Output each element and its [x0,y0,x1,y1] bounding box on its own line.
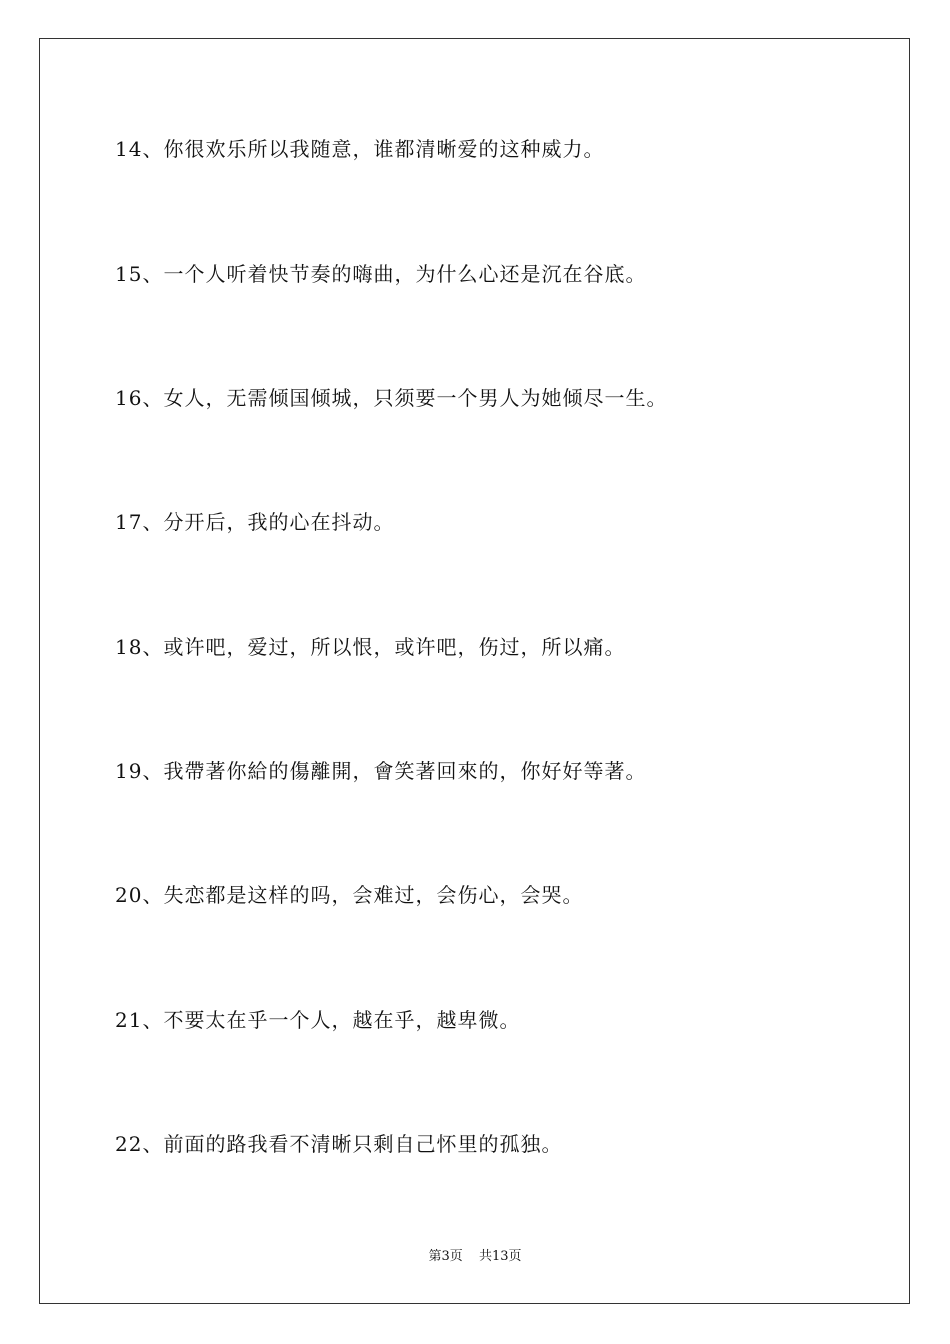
page-footer [0,1248,950,1266]
entry-18: 18、或许吧，爱过，所以恨，或许吧，伤过，所以痛。 [115,635,626,659]
entry-21: 21、不要太在乎一个人，越在乎，越卑微。 [115,1008,521,1032]
entry-15: 15、一个人听着快节奏的嗨曲，为什么心还是沉在谷底。 [115,262,647,286]
page-number: 第3页 [428,1249,463,1264]
entry-19: 19、我帶著你給的傷離開，會笑著回來的，你好好等著。 [115,759,647,783]
entry-14: 14、你很欢乐所以我随意，谁都清晰爱的这种威力。 [115,137,605,161]
entry-22: 22、前面的路我看不清晰只剩自己怀里的孤独。 [115,1132,563,1156]
page-total: 共13页 [478,1249,522,1264]
page-frame [39,38,910,1304]
entry-16: 16、女人，无需倾国倾城，只须要一个男人为她倾尽一生。 [115,386,668,410]
entry-17: 17、分开后，我的心在抖动。 [115,510,395,534]
entry-20: 20、失恋都是这样的吗，会难过，会伤心，会哭。 [115,883,584,907]
